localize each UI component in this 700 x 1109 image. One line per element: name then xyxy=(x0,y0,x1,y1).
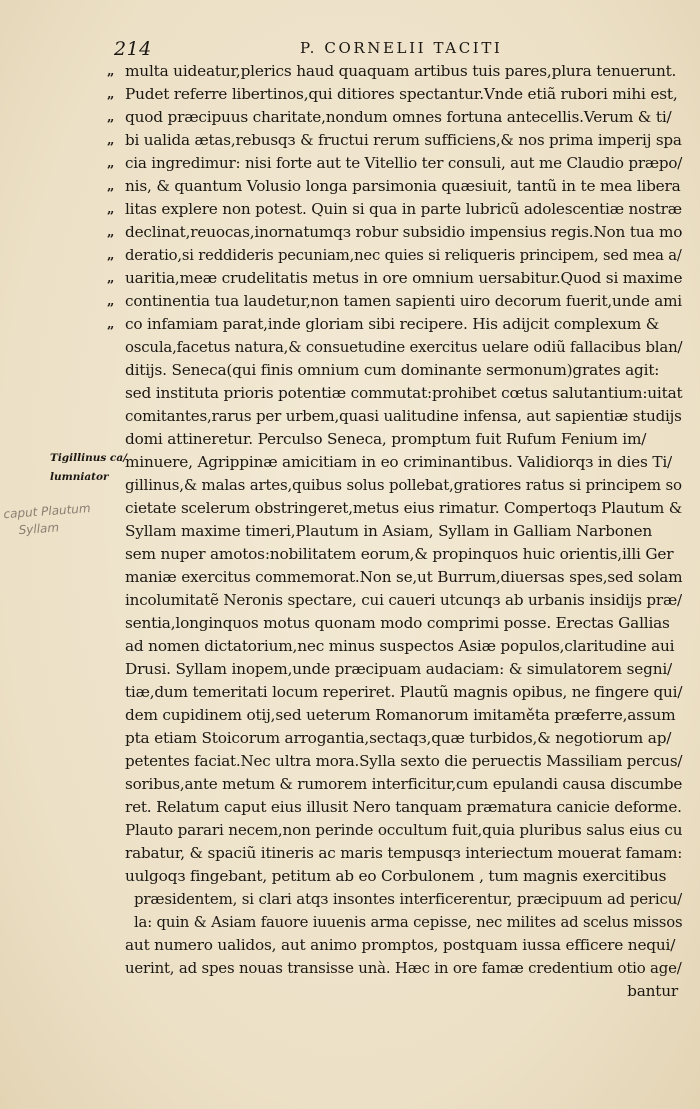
body-text xyxy=(107,60,682,1003)
line-text: ditijs. Seneca(qui finis omnium cum dominante sermonum)grates agit: xyxy=(125,361,660,379)
text-line xyxy=(107,382,682,405)
line-text: cia ingredimur: nisi forte aut te Vitellio ter consuli, aut me Claudio præpo/ xyxy=(125,154,683,172)
line-text: dem cupidinem otij,sed ueterum Romanorum imitaměta præferre,assum xyxy=(125,706,676,724)
line-text: bi ualida ætas,rebusqз & fructui rerum sufficiens,& nos prima imperij spa xyxy=(125,131,682,149)
quotation-mark: „ xyxy=(107,225,115,240)
text-line xyxy=(107,842,682,865)
line-text: Syllam maxime timeri,Plautum in Asiam, Syllam in Galliam Narbonen xyxy=(125,522,652,540)
quotation-mark: „ xyxy=(107,248,115,263)
margin-note-line: lumniator xyxy=(50,471,109,483)
line-text: quod præcipuus charitate,nondum omnes fortuna antecellis.Verum & ti/ xyxy=(125,108,672,126)
line-text: aut numero ualidos, aut animo promptos, postquam iussa efficere nequi/ xyxy=(125,936,676,954)
quotation-mark: „ xyxy=(107,110,115,125)
text-line xyxy=(107,221,682,244)
quotation-mark: „ xyxy=(107,179,115,194)
line-text: gillinus,& malas artes,quibus solus pollebat,gratiores ratus si principem so xyxy=(125,476,682,494)
text-line xyxy=(107,934,682,957)
handwritten-line: Syllam xyxy=(18,520,60,538)
line-text: multa uideatur,plerics haud quaquam artibus tuis pares,plura tenuerunt. xyxy=(125,62,677,80)
text-line xyxy=(107,750,682,773)
line-text: nis, & quantum Volusio longa parsimonia quæsiuit, tantũ in te mea libera xyxy=(125,177,681,195)
text-line xyxy=(107,727,682,750)
line-text: la: quin & Asiam fauore iuuenis arma cepisse, nec milites ad scelus missos xyxy=(134,913,683,931)
text-line xyxy=(107,520,682,543)
text-line xyxy=(107,451,682,474)
quotation-mark: „ xyxy=(107,64,115,79)
text-line xyxy=(107,612,682,635)
text-line xyxy=(107,865,682,888)
text-line xyxy=(107,83,682,106)
line-text: Plauto parari necem,non perinde occultum fuit,quia pluribus salus eius cu xyxy=(125,821,683,839)
text-line xyxy=(107,543,682,566)
line-text: cietate scelerum obstringeret,metus eius rimatur. Compertoqз Plautum & xyxy=(125,499,683,517)
line-text: tiæ,dum temeritati locum reperiret. Plautũ magnis opibus, ne fingere qui/ xyxy=(125,683,683,701)
text-line xyxy=(107,819,682,842)
text-line xyxy=(107,773,682,796)
line-text: incolumitatẽ Neronis spectare, cui caueri utcunqз ab urbanis insidijs præ/ xyxy=(125,591,682,609)
quotation-mark: „ xyxy=(107,271,115,286)
text-line xyxy=(107,60,682,83)
line-text: uaritia,meæ crudelitatis metus in ore omnium uersabitur.Quod si maxime xyxy=(125,269,683,287)
text-line xyxy=(107,497,682,520)
text-line xyxy=(107,911,682,934)
quotation-mark: „ xyxy=(107,294,115,309)
line-text: soribus,ante metum & rumorem interficitur,cum epulandi causa discumbe xyxy=(125,775,683,793)
page-header xyxy=(114,38,684,62)
line-text: litas explere non potest. Quin si qua in parte lubricũ adolescentiæ nostræ xyxy=(125,200,682,218)
line-text: sentia,longinquos motus quonam modo comprimi posse. Erectas Gallias xyxy=(125,614,670,632)
line-text: rabatur, & spaciũ itineris ac maris tempusqз interiectum mouerat famam: xyxy=(125,844,683,862)
line-text: uerint, ad spes nouas transisse unà. Hæc in ore famæ credentium otio age/ xyxy=(125,959,682,977)
line-text: ret. Relatum caput eius illusit Nero tanquam præmatura canicie deforme. xyxy=(125,798,682,816)
text-line xyxy=(107,428,682,451)
quotation-mark: „ xyxy=(107,87,115,102)
line-text: bantur xyxy=(627,982,678,1000)
line-text: comitantes,rarus per urbem,quasi ualitudine infensa, aut sapientiæ studijs xyxy=(125,407,682,425)
text-line xyxy=(107,313,682,336)
text-line xyxy=(107,888,682,911)
quotation-mark: „ xyxy=(107,202,115,217)
line-text: continentia tua laudetur,non tamen sapienti uiro decorum fuerit,unde ami xyxy=(125,292,682,310)
line-text: sem nuper amotos:nobilitatem eorum,& propinquos huic orientis,illi Ger xyxy=(125,545,674,563)
line-text: declinat,reuocas,inornatumqз robur subsidio impensius regis.Non tua mo xyxy=(125,223,683,241)
text-line xyxy=(107,980,682,1003)
line-text: sed instituta prioris potentiæ commutat:prohibet cœtus salutantium:uitat xyxy=(125,384,683,402)
text-line xyxy=(107,267,682,290)
text-line xyxy=(107,290,682,313)
text-line xyxy=(107,589,682,612)
line-text: minuere, Agrippinæ amicitiam in eo criminantibus. Validiorqз in dies Ti/ xyxy=(125,453,672,471)
quotation-mark: „ xyxy=(107,133,115,148)
text-line xyxy=(107,681,682,704)
line-text: co infamiam parat,inde gloriam sibi recipere. His adijcit complexum & xyxy=(125,315,660,333)
line-text: petentes faciat.Nec ultra mora.Sylla sexto die peruectis Massiliam percus/ xyxy=(125,752,683,770)
text-line xyxy=(107,474,682,497)
line-text: præsidentem, si clari atqз insontes interficerentur, præcipuum ad pericu/ xyxy=(134,890,683,908)
text-line xyxy=(107,635,682,658)
line-text: uulgoqз fingebant, petitum ab eo Corbulonem , tum magnis exercitibus xyxy=(125,867,667,885)
margin-note-line: Tigillinus ca/ xyxy=(50,452,127,464)
line-text: oscula,facetus natura,& consuetudine exercitus uelare odiũ fallacibus blan/ xyxy=(125,338,683,356)
line-text: maniæ exercitus commemorat.Non se,ut Burrum,diuersas spes,sed solam xyxy=(125,568,683,586)
text-line xyxy=(107,106,682,129)
handwritten-line: caput Plautum xyxy=(3,501,92,522)
text-line xyxy=(107,152,682,175)
quotation-mark: „ xyxy=(107,156,115,171)
text-line xyxy=(107,359,682,382)
line-text: pta etiam Stoicorum arrogantia,sectaqз,quæ turbidos,& negotiorum ap/ xyxy=(125,729,672,747)
text-line xyxy=(107,796,682,819)
line-text: ad nomen dictatorium,nec minus suspectos Asiæ populos,claritudine aui xyxy=(125,637,675,655)
running-title: P. CORNELII TACITI xyxy=(300,39,503,57)
text-line xyxy=(107,957,682,980)
quotation-mark: „ xyxy=(107,317,115,332)
line-text: Pudet referre libertinos,qui ditiores spectantur.Vnde etiã rubori mihi est, xyxy=(125,85,678,103)
text-line xyxy=(107,658,682,681)
line-text: domi attineretur. Perculso Seneca, promptum fuit Rufum Fenium im/ xyxy=(125,430,647,448)
line-text: Drusi. Syllam inopem,unde præcipuam audaciam: & simulatorem segni/ xyxy=(125,660,672,678)
text-line xyxy=(107,244,682,267)
text-line xyxy=(107,175,682,198)
margin-note xyxy=(50,449,136,487)
text-line xyxy=(107,198,682,221)
text-line xyxy=(107,566,682,589)
text-line xyxy=(107,704,682,727)
page-number: 214 xyxy=(114,38,152,60)
text-line xyxy=(107,336,682,359)
line-text: deratio,si reddideris pecuniam,nec quies si reliqueris principem, sed mea a/ xyxy=(125,246,682,264)
text-line xyxy=(107,129,682,152)
text-line xyxy=(107,405,682,428)
